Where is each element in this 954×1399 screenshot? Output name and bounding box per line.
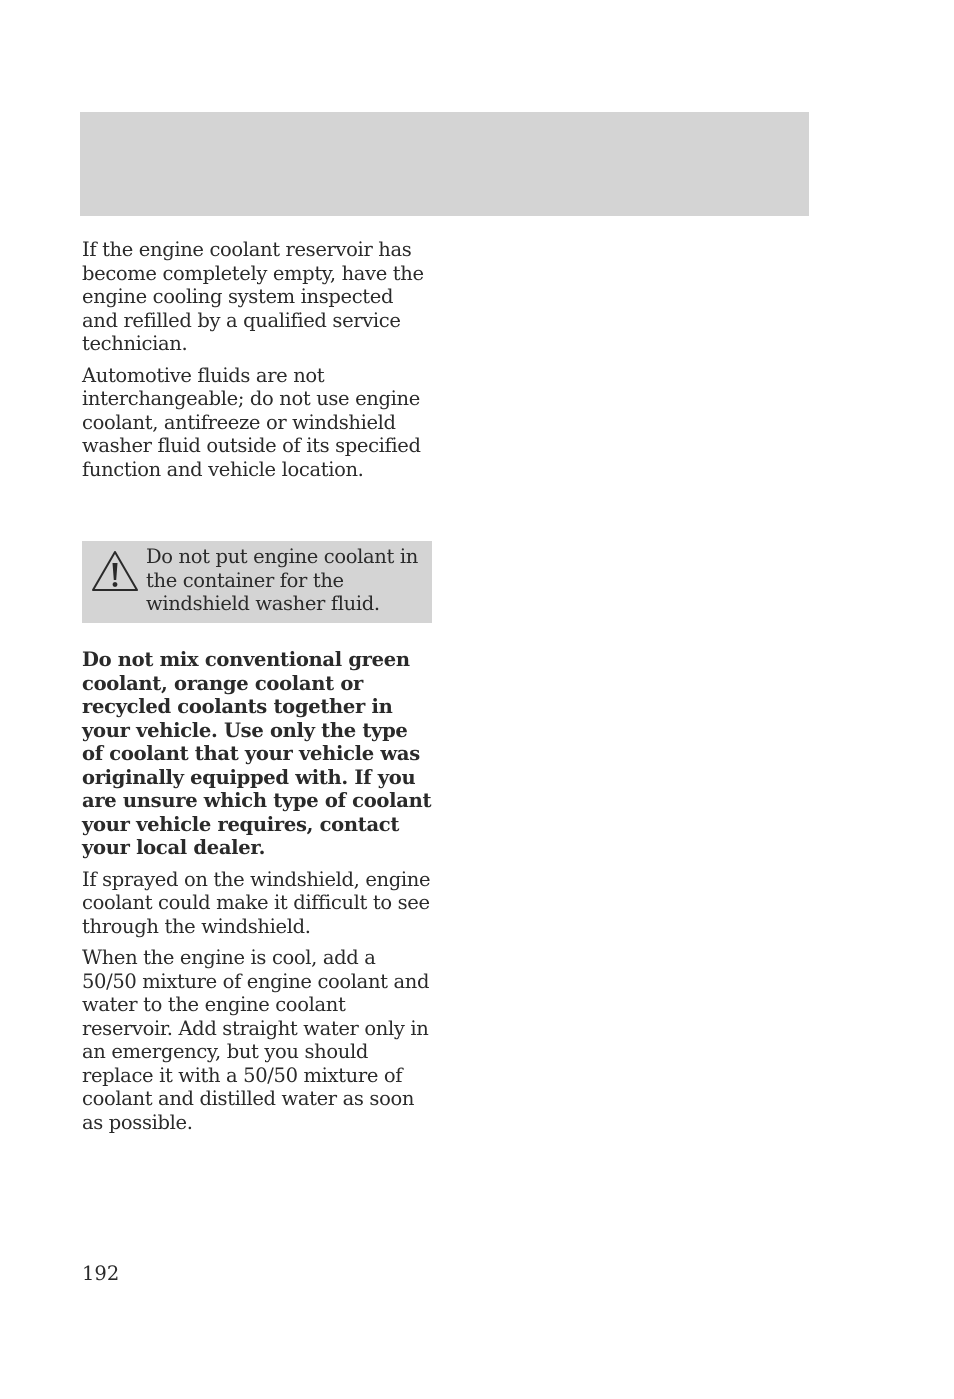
top-section	[82, 238, 432, 481]
paragraph-fluids-not-interchangeable: Automotive fluids are not interchangeable; do not use engine coolant, antifreeze or windshield washer fluid outside of its specified function and vehicle location.	[82, 363, 421, 481]
page-number: 192	[82, 1262, 120, 1285]
warning-text: Do not put engine coolant in the container for the windshield washer fluid.	[146, 545, 418, 615]
paragraph-windshield-spray: If sprayed on the windshield, engine coolant could make it difficult to see through the windshield.	[82, 867, 431, 938]
paragraph-add-coolant: When the engine is cool, add a 50/50 mixture of engine coolant and water to the engine coolant reservoir. Add straight water only in an emergency, but you should replace it with a 50/50 mixture of coolant and distilled water as soon as possible.	[82, 946, 430, 1134]
bottom-section	[82, 648, 432, 1134]
warning-triangle-icon	[90, 549, 140, 593]
warning-box	[82, 541, 432, 623]
bold-coolant-notice: Do not mix conventional green coolant, orange coolant or recycled coolants together in your vehicle. Use only the type of coolant that your vehicle was originally equipped with. If you are unsure which type of coolant your vehicle requires, contact your local dealer.	[82, 648, 432, 859]
paragraph-empty-reservoir: If the engine coolant reservoir has become completely empty, have the engine cooling system inspected and refilled by a qualified service technician.	[82, 238, 424, 355]
header-band	[80, 112, 809, 216]
